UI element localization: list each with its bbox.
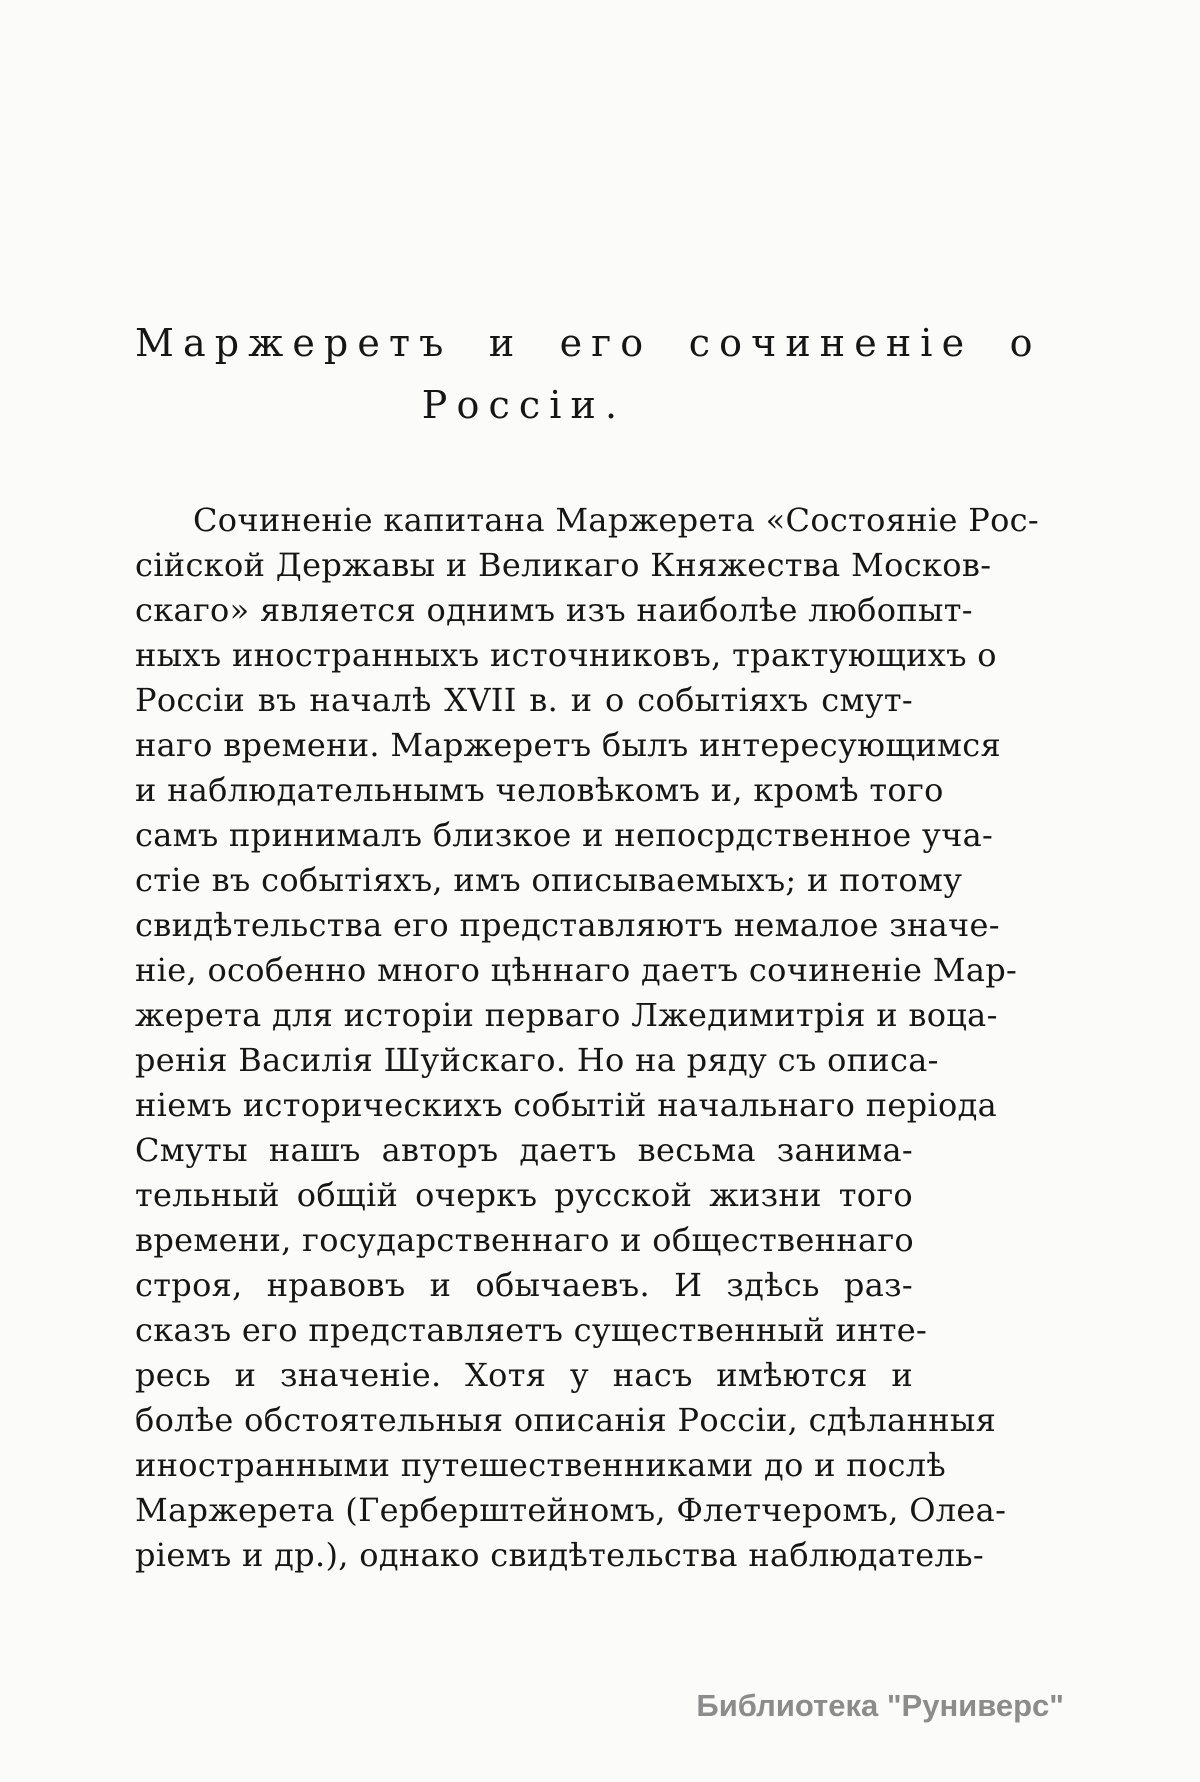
text-line: ріемъ и др.), однако свидѣтельства наблюдатель- xyxy=(135,1536,985,1574)
text-line: сказъ его представляетъ существенный инте- xyxy=(135,1311,928,1349)
text-line: жерета для исторіи перваго Лжедимитрія и воца- xyxy=(135,996,998,1034)
chapter-title-line-2: Россіи. xyxy=(421,383,627,427)
text-line: болѣе обстоятельныя описанія Россіи, сдѣланныя xyxy=(135,1401,997,1439)
text-line: Сочиненіе капитана Маржерета «Состояніе Рос- xyxy=(193,501,1040,539)
chapter-title-line-1: Маржеретъ и его сочиненіе о xyxy=(135,321,1042,365)
text-line: Смуты нашъ авторъ даетъ весьма занима- xyxy=(135,1131,913,1169)
text-line: наго времени. Маржеретъ былъ интересующимся xyxy=(135,726,1001,764)
text-line: иностранными путешественниками до и послѣ xyxy=(135,1446,947,1484)
text-line: скаго» является однимъ изъ наиболѣе любопыт- xyxy=(135,591,973,629)
body-paragraph xyxy=(135,498,1040,1578)
library-watermark: Библиотека "Руниверс" xyxy=(696,1688,1064,1723)
text-line: ныхъ иностранныхъ источниковъ, трактующихъ о xyxy=(135,636,997,674)
text-line: сійской Державы и Великаго Княжества Москов- xyxy=(135,546,992,584)
text-line: и наблюдательнымъ человѣкомъ и, кромѣ того xyxy=(135,771,944,809)
text-line: строя, нравовъ и обычаевъ. И здѣсь раз- xyxy=(135,1266,913,1304)
text-line: Россіи въ началѣ XVII в. и о событіяхъ смут- xyxy=(135,681,913,719)
text-line: ренія Василія Шуйскаго. Но на ряду съ описа- xyxy=(135,1041,939,1079)
text-line: свидѣтельства его представляютъ немалое значе- xyxy=(135,906,1000,944)
chapter-title xyxy=(135,312,1042,436)
text-line: стіе въ событіяхъ, имъ описываемыхъ; и потому xyxy=(135,861,963,899)
text-line: времени, государственнаго и общественнаго xyxy=(135,1221,915,1259)
text-line: ніемъ историческихъ событій начальнаго періода xyxy=(135,1086,997,1124)
text-line: тельный общій очеркъ русской жизни того xyxy=(135,1176,913,1214)
text-line: Маржерета (Герберштейномъ, Флетчеромъ, Олеа- xyxy=(135,1491,1007,1529)
text-line: ніе, особенно много цѣннаго даетъ сочиненіе Мар- xyxy=(135,951,1018,989)
text-line: самъ принималъ близкое и непосрдственное уча- xyxy=(135,816,994,854)
text-line: ресь и значеніе. Хотя у насъ имѣются и xyxy=(135,1356,913,1394)
